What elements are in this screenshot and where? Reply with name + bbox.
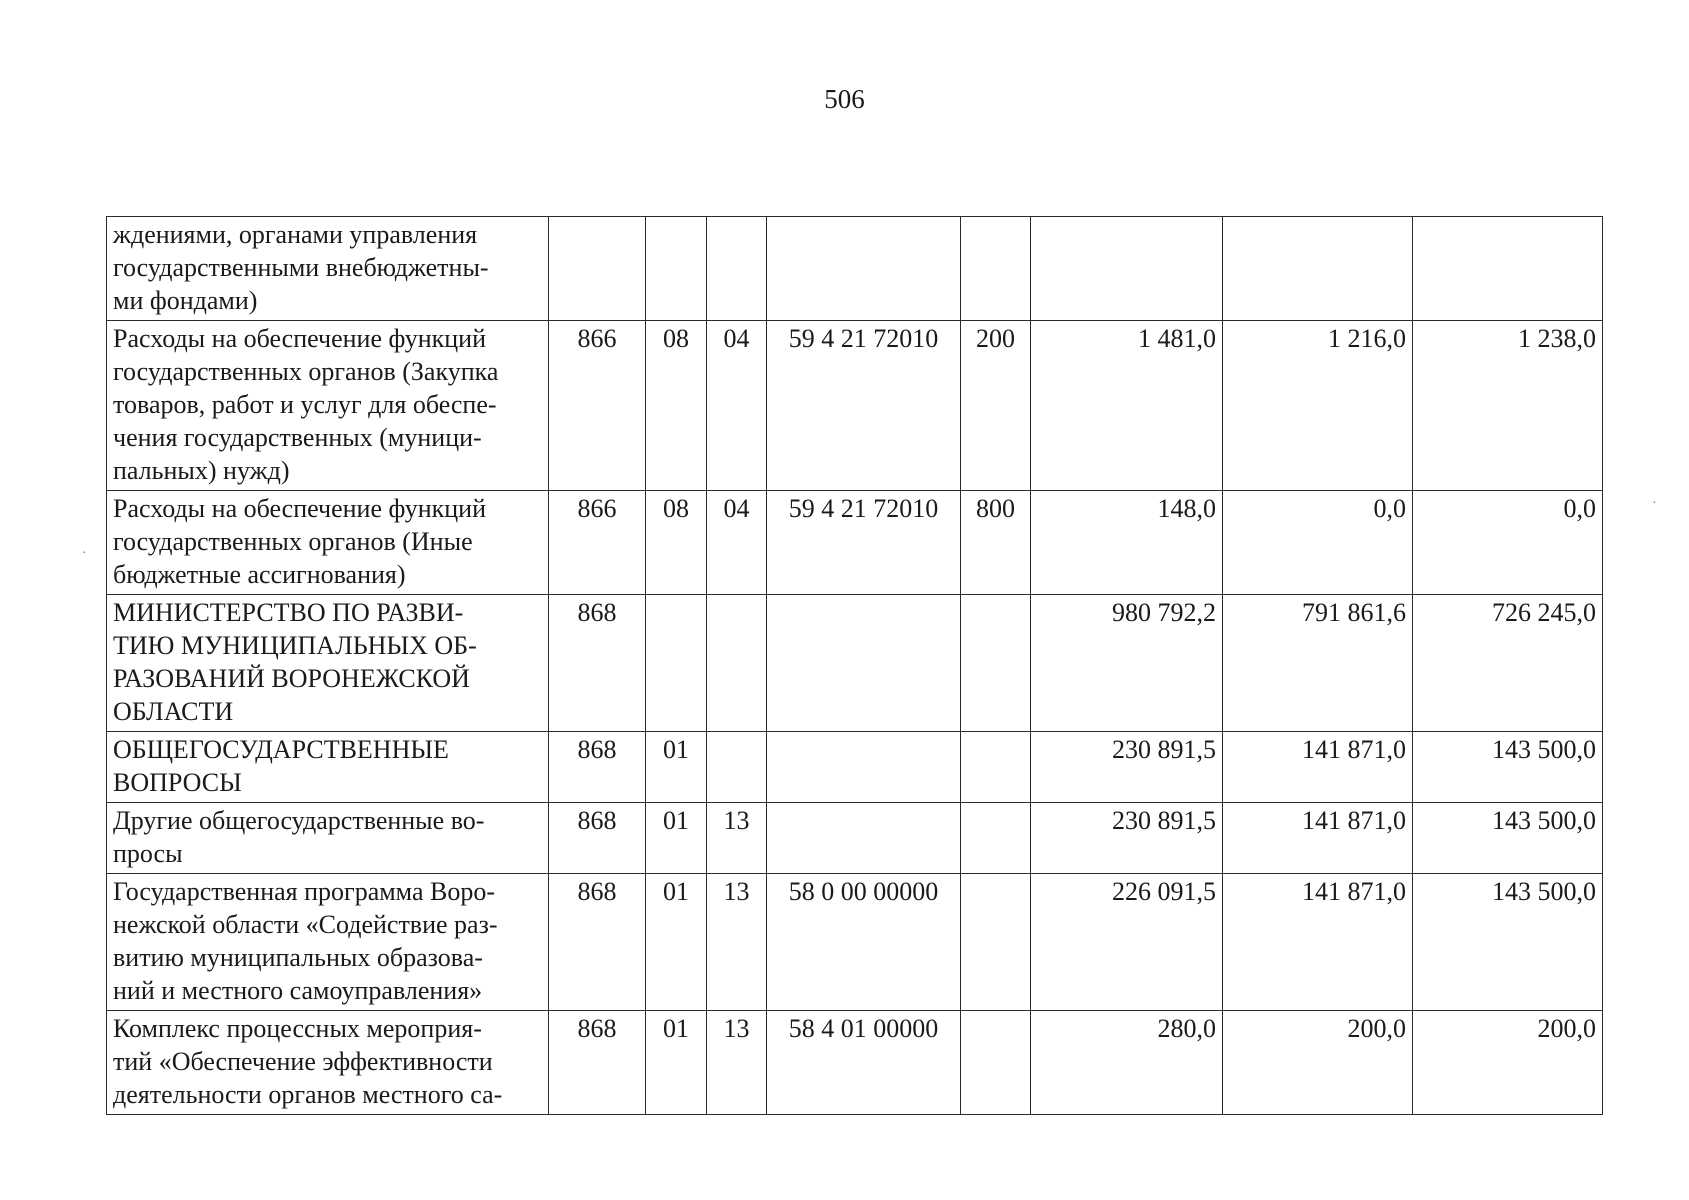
scan-speck: · <box>82 546 87 561</box>
table-row <box>107 1011 1603 1115</box>
cell-amount-2: 791 861,6 <box>1223 595 1413 732</box>
cell-name <box>107 321 549 491</box>
cell-amount-3: 1 238,0 <box>1413 321 1603 491</box>
cell-vr <box>961 1011 1031 1115</box>
cell-rz: 01 <box>646 1011 707 1115</box>
cell-pr <box>707 595 767 732</box>
cell-gr: 866 <box>549 321 646 491</box>
cell-vr <box>961 803 1031 874</box>
cell-name-line: ТИЮ МУНИЦИПАЛЬНЫХ ОБ- <box>113 631 477 660</box>
cell-name <box>107 732 549 803</box>
cell-amount-3: 143 500,0 <box>1413 732 1603 803</box>
cell-name <box>107 491 549 595</box>
cell-name <box>107 803 549 874</box>
table-row <box>107 874 1603 1011</box>
cell-name-line: чения государственных (муници- <box>113 423 482 452</box>
cell-csr <box>767 732 961 803</box>
cell-amount-3: 200,0 <box>1413 1011 1603 1115</box>
cell-pr <box>707 732 767 803</box>
cell-name-line: Расходы на обеспечение функций <box>113 494 487 523</box>
cell-amount-3 <box>1413 217 1603 321</box>
cell-rz: 01 <box>646 874 707 1011</box>
cell-csr: 58 0 00 00000 <box>767 874 961 1011</box>
cell-amount-2: 200,0 <box>1223 1011 1413 1115</box>
cell-amount-1: 1 481,0 <box>1031 321 1223 491</box>
cell-name <box>107 874 549 1011</box>
cell-vr: 200 <box>961 321 1031 491</box>
cell-name-line: Государственная программа Воро- <box>113 877 496 906</box>
cell-csr: 58 4 01 00000 <box>767 1011 961 1115</box>
cell-gr: 866 <box>549 491 646 595</box>
cell-amount-2: 141 871,0 <box>1223 803 1413 874</box>
cell-name-line: нежской области «Содействие раз- <box>113 910 498 939</box>
cell-rz <box>646 595 707 732</box>
cell-pr: 04 <box>707 491 767 595</box>
cell-rz: 08 <box>646 321 707 491</box>
cell-pr: 13 <box>707 1011 767 1115</box>
cell-amount-3: 0,0 <box>1413 491 1603 595</box>
cell-csr <box>767 803 961 874</box>
cell-name-line: ВОПРОСЫ <box>113 768 242 797</box>
cell-name-line: ОБЩЕГОСУДАРСТВЕННЫЕ <box>113 735 449 764</box>
cell-csr: 59 4 21 72010 <box>767 321 961 491</box>
cell-gr: 868 <box>549 874 646 1011</box>
cell-name-line: тий «Обеспечение эффективности <box>113 1047 493 1076</box>
cell-amount-2: 141 871,0 <box>1223 874 1413 1011</box>
cell-vr: 800 <box>961 491 1031 595</box>
cell-vr <box>961 732 1031 803</box>
cell-rz: 08 <box>646 491 707 595</box>
cell-name-line: ми фондами) <box>113 286 258 315</box>
cell-name-line: бюджетные ассигнования) <box>113 560 406 589</box>
cell-pr: 04 <box>707 321 767 491</box>
cell-name <box>107 595 549 732</box>
cell-amount-3: 726 245,0 <box>1413 595 1603 732</box>
cell-csr <box>767 217 961 321</box>
cell-amount-2: 141 871,0 <box>1223 732 1413 803</box>
cell-name <box>107 217 549 321</box>
cell-pr: 13 <box>707 803 767 874</box>
cell-amount-2 <box>1223 217 1413 321</box>
cell-vr <box>961 595 1031 732</box>
cell-name-line: государственными внебюджетны- <box>113 253 489 282</box>
cell-vr <box>961 874 1031 1011</box>
cell-gr: 868 <box>549 595 646 732</box>
page-number: 506 <box>824 84 865 114</box>
cell-name-line: ний и местного самоуправления» <box>113 976 483 1005</box>
scan-speck: · <box>1652 496 1657 511</box>
cell-gr <box>549 217 646 321</box>
cell-name-line: ОБЛАСТИ <box>113 697 234 726</box>
cell-name-line: деятельности органов местного са- <box>113 1080 503 1109</box>
cell-rz: 01 <box>646 803 707 874</box>
cell-amount-1: 230 891,5 <box>1031 732 1223 803</box>
cell-rz <box>646 217 707 321</box>
cell-gr: 868 <box>549 803 646 874</box>
cell-pr: 13 <box>707 874 767 1011</box>
cell-amount-1: 230 891,5 <box>1031 803 1223 874</box>
budget-table <box>106 216 1603 1115</box>
table-row <box>107 491 1603 595</box>
cell-gr: 868 <box>549 1011 646 1115</box>
cell-vr <box>961 217 1031 321</box>
cell-rz: 01 <box>646 732 707 803</box>
table-row <box>107 803 1603 874</box>
cell-name <box>107 1011 549 1115</box>
table-row <box>107 732 1603 803</box>
cell-amount-1: 280,0 <box>1031 1011 1223 1115</box>
cell-name-line: Другие общегосударственные во- <box>113 806 485 835</box>
cell-name-line: МИНИСТЕРСТВО ПО РАЗВИ- <box>113 598 464 627</box>
cell-name-line: РАЗОВАНИЙ ВОРОНЕЖСКОЙ <box>113 664 470 693</box>
cell-amount-2: 0,0 <box>1223 491 1413 595</box>
cell-amount-1: 980 792,2 <box>1031 595 1223 732</box>
cell-amount-1: 148,0 <box>1031 491 1223 595</box>
cell-amount-3: 143 500,0 <box>1413 803 1603 874</box>
cell-name-line: Комплекс процессных мероприя- <box>113 1014 482 1043</box>
cell-amount-1: 226 091,5 <box>1031 874 1223 1011</box>
cell-name-line: государственных органов (Иные <box>113 527 473 556</box>
cell-pr <box>707 217 767 321</box>
cell-name-line: товаров, работ и услуг для обеспе- <box>113 390 497 419</box>
cell-name-line: Расходы на обеспечение функций <box>113 324 487 353</box>
table-body <box>107 217 1603 1115</box>
cell-name-line: государственных органов (Закупка <box>113 357 499 386</box>
cell-amount-2: 1 216,0 <box>1223 321 1413 491</box>
cell-gr: 868 <box>549 732 646 803</box>
cell-amount-1 <box>1031 217 1223 321</box>
cell-name-line: ждениями, органами управления <box>113 220 478 249</box>
cell-amount-3: 143 500,0 <box>1413 874 1603 1011</box>
table-row <box>107 217 1603 321</box>
cell-csr <box>767 595 961 732</box>
cell-csr: 59 4 21 72010 <box>767 491 961 595</box>
cell-name-line: просы <box>113 839 183 868</box>
table-row <box>107 321 1603 491</box>
table-row <box>107 595 1603 732</box>
cell-name-line: витию муниципальных образова- <box>113 943 483 972</box>
cell-name-line: пальных) нужд) <box>113 456 290 485</box>
